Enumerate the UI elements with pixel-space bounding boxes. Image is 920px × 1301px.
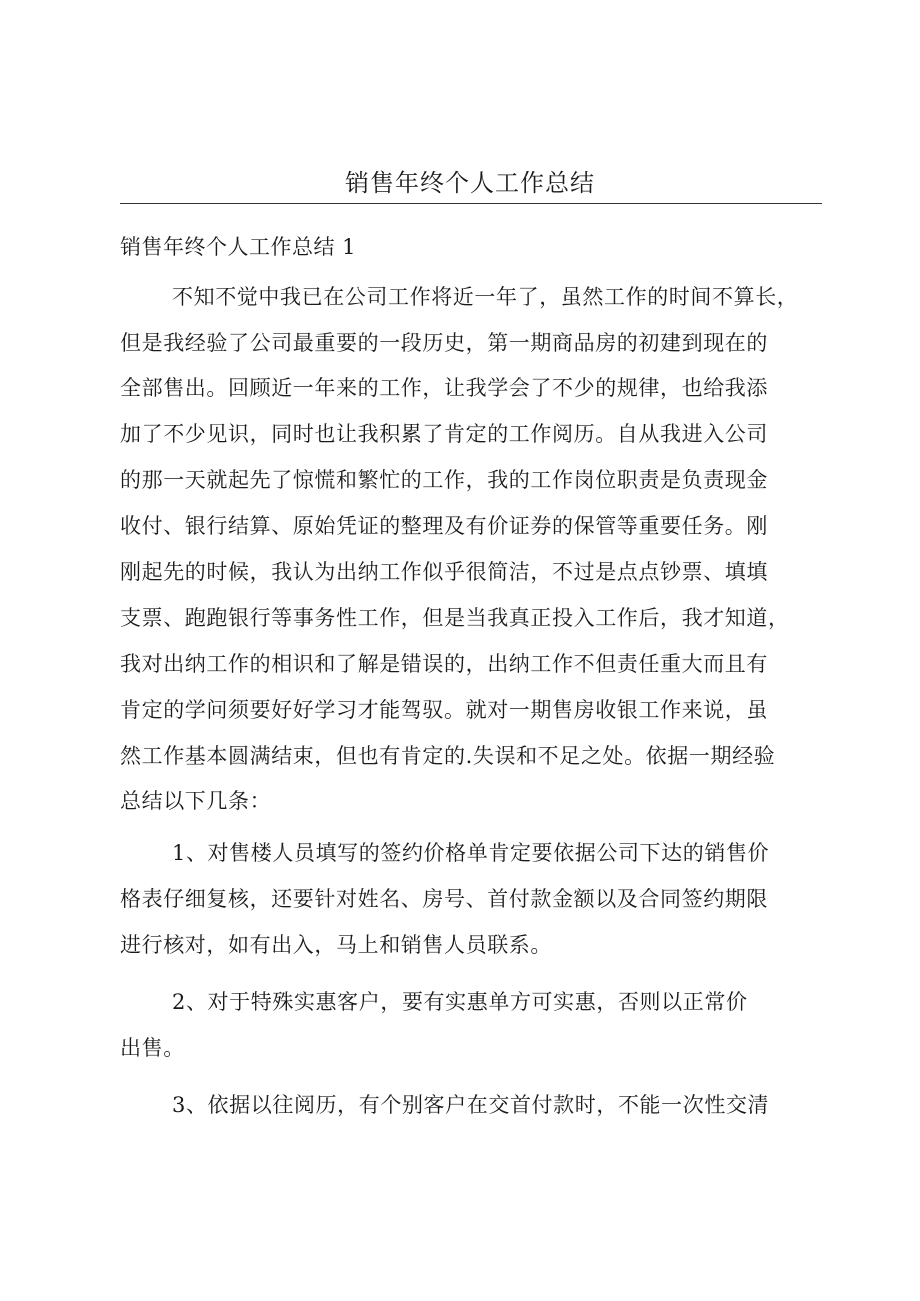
item-2-line: 出售。 <box>120 1036 185 1060</box>
paragraph-1-line: 不知不觉中我已在公司工作将近一年了，虽然工作的时间不算长， <box>172 285 799 309</box>
paragraph-1-line: 的那一天就起先了惊慌和繁忙的工作，我的工作岗位职责是负责现金 <box>120 468 768 492</box>
item-2-line: 2、对于特殊实惠客户，要有实惠单方可实惠，否则以正常价 <box>172 990 748 1014</box>
paragraph-1-line: 我对出纳工作的相识和了解是错误的，出纳工作不但责任重大而且有 <box>120 652 768 676</box>
item-1-line: 1、对售楼人员填写的签约价格单肯定要依据公司下达的销售价 <box>172 841 770 865</box>
paragraph-1-line: 但是我经验了公司最重要的一段历史，第一期商品房的初建到现在的 <box>120 331 768 355</box>
paragraph-1-line: 全部售出。回顾近一年来的工作，让我学会了不少的规律，也给我添 <box>120 376 768 400</box>
paragraph-1-line: 总结以下几条： <box>120 789 272 813</box>
title-divider <box>120 203 822 204</box>
paragraph-1-line: 加了不少见识，同时也让我积累了肯定的工作阅历。自从我进入公司 <box>120 422 768 446</box>
paragraph-1-line: 肯定的学问须要好好学习才能驾驭。就对一期售房收银工作来说，虽 <box>120 698 768 722</box>
paragraph-1-line: 支票、跑跑银行等事务性工作，但是当我真正投入工作后，我才知道， <box>120 606 790 630</box>
paragraph-1-line: 收付、银行结算、原始凭证的整理及有价证券的保管等重要任务。刚 <box>120 514 768 538</box>
paragraph-1-line: 然工作基本圆满结束，但也有肯定的.失误和不足之处。依据一期经验 <box>120 744 776 768</box>
item-1-line: 格表仔细复核，还要针对姓名、房号、首付款金额以及合同签约期限 <box>120 887 768 911</box>
item-1-line: 进行核对，如有出入，马上和销售人员联系。 <box>120 933 552 957</box>
section-heading: 销售年终个人工作总结 1 <box>120 235 357 259</box>
paragraph-1-line: 刚起先的时候，我认为出纳工作似乎很简洁，不过是点点钞票、填填 <box>120 560 768 584</box>
item-3-line: 3、依据以往阅历，有个别客户在交首付款时，不能一次性交清 <box>172 1093 770 1117</box>
document-title: 销售年终个人工作总结 <box>345 169 595 197</box>
